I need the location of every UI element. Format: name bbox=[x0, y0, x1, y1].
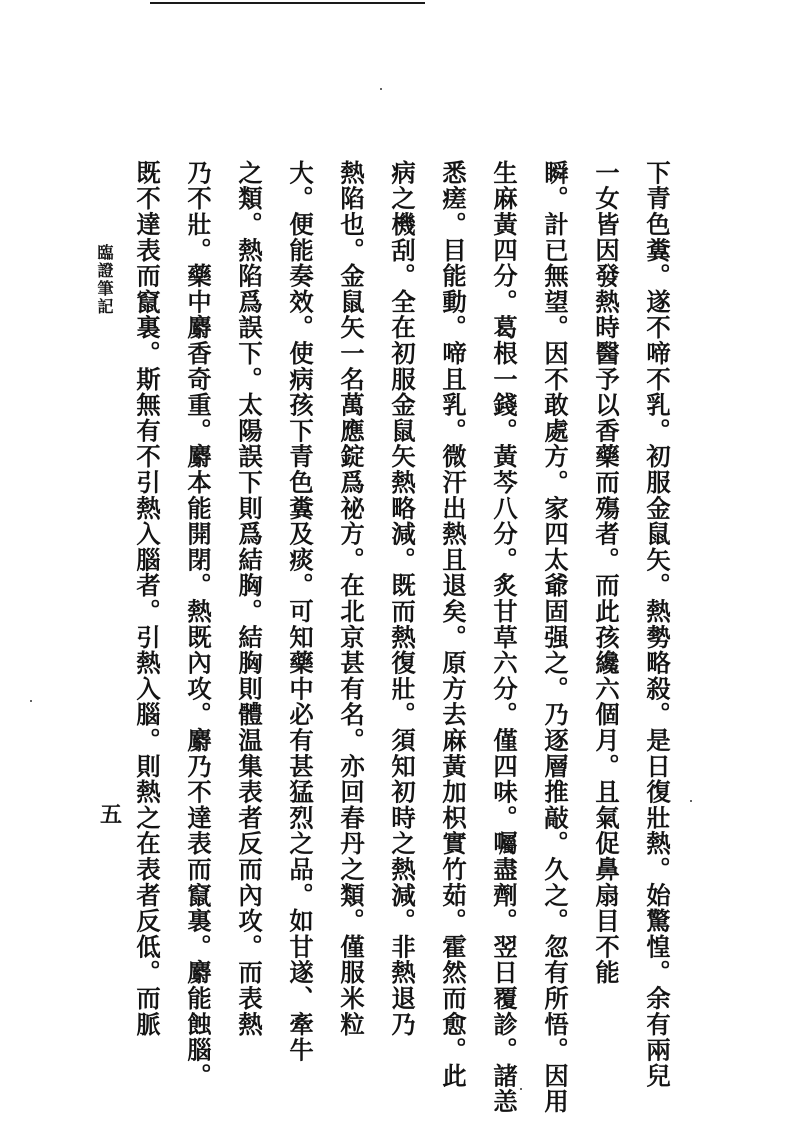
text-column-5: 悉瘥。目能動。啼且乳。微汗出熱且退矣。原方去麻黃加枳實竹茹。霍然而愈。此 bbox=[438, 160, 467, 1089]
scan-speck bbox=[380, 88, 382, 90]
text-column-3: 瞬。計已無望。因不敢處方。家四太爺固强之。乃逐層推敲。久之。忽有所悟。因用 bbox=[540, 160, 569, 1115]
text-column-7: 熱陷也。金鼠矢一名萬應錠爲祕方。在北京甚有名。亦回春丹之類。僅服米粒 bbox=[336, 160, 365, 1038]
text-column-1: 下青色糞。遂不啼不乳。初服金鼠矢。熱勢略殺。是日復壯熱。始驚惶。余有兩兒 bbox=[642, 160, 671, 1089]
text-column-11: 既不達表而竄裏。斯無有不引熱入腦者。引熱入腦。則熱之在表者反低。而脈 bbox=[132, 160, 161, 1038]
scan-speck bbox=[30, 700, 32, 702]
text-column-4: 生麻黃四分。葛根一錢。黃芩八分。炙甘草六分。僅四味。囑盡劑。翌日覆診。諸恙 bbox=[489, 160, 518, 1115]
page-number: 五 bbox=[100, 802, 123, 828]
scan-speck bbox=[520, 1088, 522, 1090]
text-column-2: 一女皆因發熱時醫予以香藥而殤者。而此孩纔六個月。且氣促鼻扇目不能 bbox=[591, 160, 620, 986]
book-title: 臨證筆記 bbox=[95, 244, 114, 316]
text-column-8: 大。便能奏效。使病孩下青色糞及痰。可知藥中必有甚猛烈之品。如甘遂、牽牛 bbox=[285, 160, 314, 1063]
text-column-9: 之類。熱陷爲誤下。太陽誤下則爲結胸。結胸則體温集表者反而內攻。而表熱 bbox=[234, 160, 263, 1038]
main-text bbox=[130, 160, 671, 1115]
text-column-6: 病之機刮。全在初服金鼠矢熱略減。既而熱復壯。須知初時之熱減。非熱退乃 bbox=[387, 160, 416, 1038]
text-column-10: 乃不壯。藥中麝香奇重。麝本能開閉。熱既內攻。麝乃不達表而竄裏。麝能蝕腦。 bbox=[183, 160, 212, 1089]
top-rule bbox=[150, 2, 425, 4]
scan-speck bbox=[690, 800, 692, 802]
